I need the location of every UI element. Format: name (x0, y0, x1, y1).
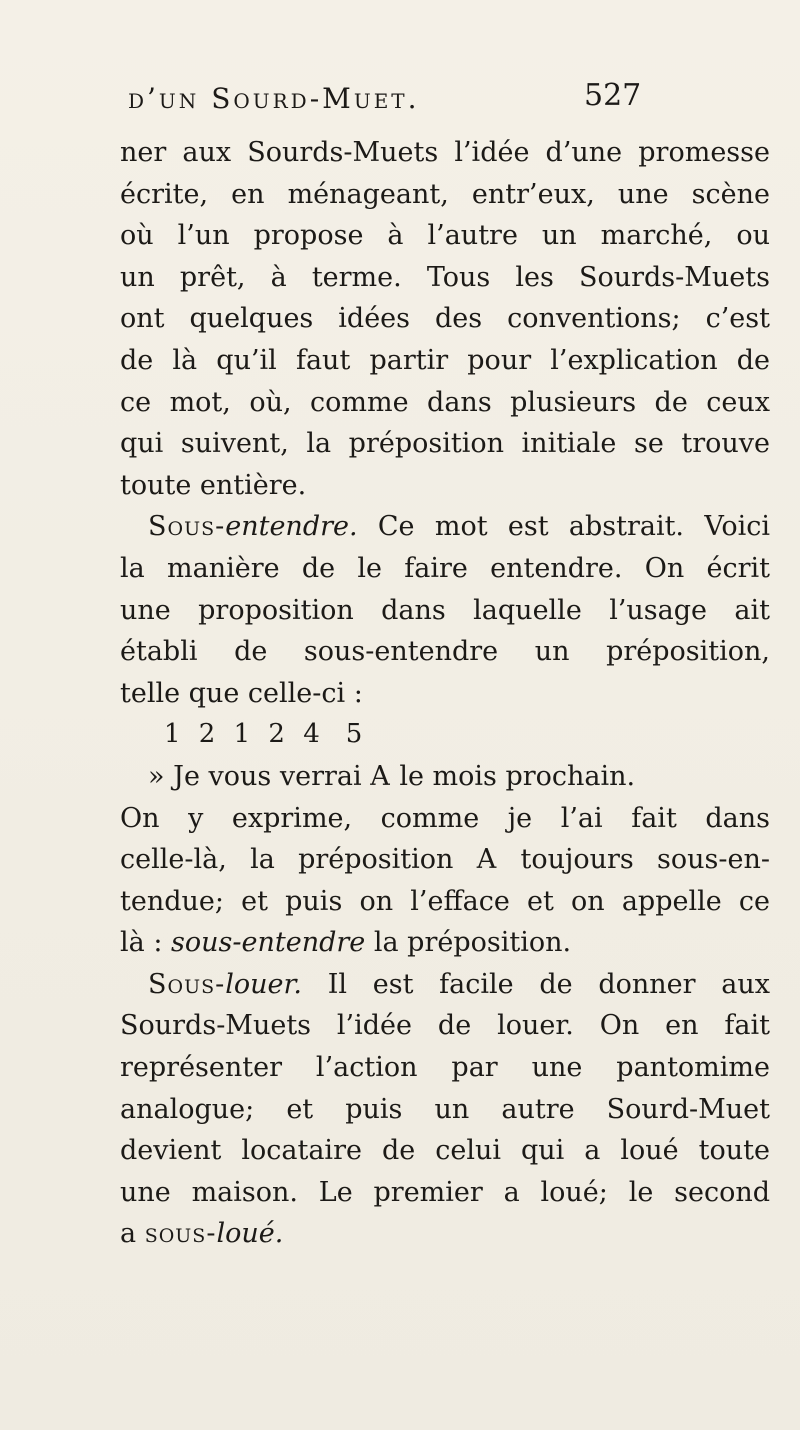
body-text (120, 132, 770, 1255)
text-line: la manière de le faire entendre. On écrit (120, 552, 770, 584)
text-line: une maison. Le premier a loué; le second (120, 1176, 770, 1208)
text-line: établi de sous-entendre un préposition, (120, 636, 770, 668)
entry-text: Ce mot est abstrait. Voici (377, 511, 770, 543)
text-line: ce mot, où, comme dans plusieurs de ceux (120, 386, 770, 418)
text-line: On y exprime, comme je l’ai fait dans (120, 802, 770, 834)
preposition-small-caps: A (476, 844, 498, 876)
term-prefix-small-caps: sous- (144, 1218, 217, 1250)
text-line: un prêt, à terme. Tous les Sourds-Muets (120, 261, 770, 293)
italic-term: sous-entendre (171, 927, 366, 959)
text-line (120, 1213, 770, 1255)
entry-sous-louer-head (120, 964, 770, 1006)
text-line (120, 839, 770, 881)
text-line: écrite, en ménageant, entr’eux, une scène (120, 178, 770, 210)
text-line: toute entière. (120, 469, 307, 501)
text-line (120, 922, 770, 964)
text-span: là : (120, 927, 163, 959)
text-line: devient locataire de celui qui a loué toute (120, 1135, 770, 1167)
text-line: tendue; et puis on l’efface et on appelle ce (120, 885, 770, 917)
text-span: celle-là, la préposition (120, 844, 454, 876)
entry-sous-entendre-head (120, 506, 770, 548)
text-span: toujours sous-en- (520, 844, 770, 876)
example-numbers-b: 5 (345, 719, 363, 750)
text-line: Sourds-Muets l’idée de louer. On en fait (120, 1010, 770, 1042)
quote-mark: » (148, 760, 165, 792)
text-line: ont quelques idées des conventions; c’est (120, 303, 770, 335)
text-line: qui suivent, la préposition initiale se trouve (120, 428, 770, 460)
page-number: 527 (584, 78, 642, 113)
text-line: de là qu’il faut partir pour l’explication de (120, 344, 770, 376)
example-numbers-a: 1 2 1 2 4 (164, 719, 320, 750)
italic-term: loué. (216, 1218, 284, 1250)
example-sentence (120, 756, 770, 798)
example-text: Je vous verrai (173, 760, 362, 792)
text-line: ner aux Sourds-Muets l’idée d’une promesse (120, 137, 770, 168)
entry-headword: louer. (225, 968, 303, 1000)
entry-headword-prefix: Sous- (148, 511, 226, 543)
entry-headword: entendre. (225, 511, 358, 543)
running-head-title: d’un Sourd-Muet. (128, 82, 420, 115)
entry-headword-prefix: Sous- (148, 968, 226, 1000)
text-line: représenter l’action par une pantomime (120, 1052, 770, 1084)
entry-text: Il est facile de donner aux (327, 968, 770, 1000)
text-line: où l’un propose à l’autre un marché, ou (120, 220, 770, 252)
example-preposition: A (370, 760, 391, 792)
example-text: le mois prochain. (399, 760, 636, 792)
text-span: la préposition. (373, 927, 572, 959)
text-span: a (120, 1218, 137, 1250)
text-line: une proposition dans laquelle l’usage ait (120, 594, 770, 626)
example-word-numbers (120, 714, 770, 756)
text-line: analogue; et puis un autre Sourd-Muet (120, 1093, 770, 1125)
text-line: telle que celle-ci : (120, 677, 363, 709)
running-head (128, 78, 728, 122)
